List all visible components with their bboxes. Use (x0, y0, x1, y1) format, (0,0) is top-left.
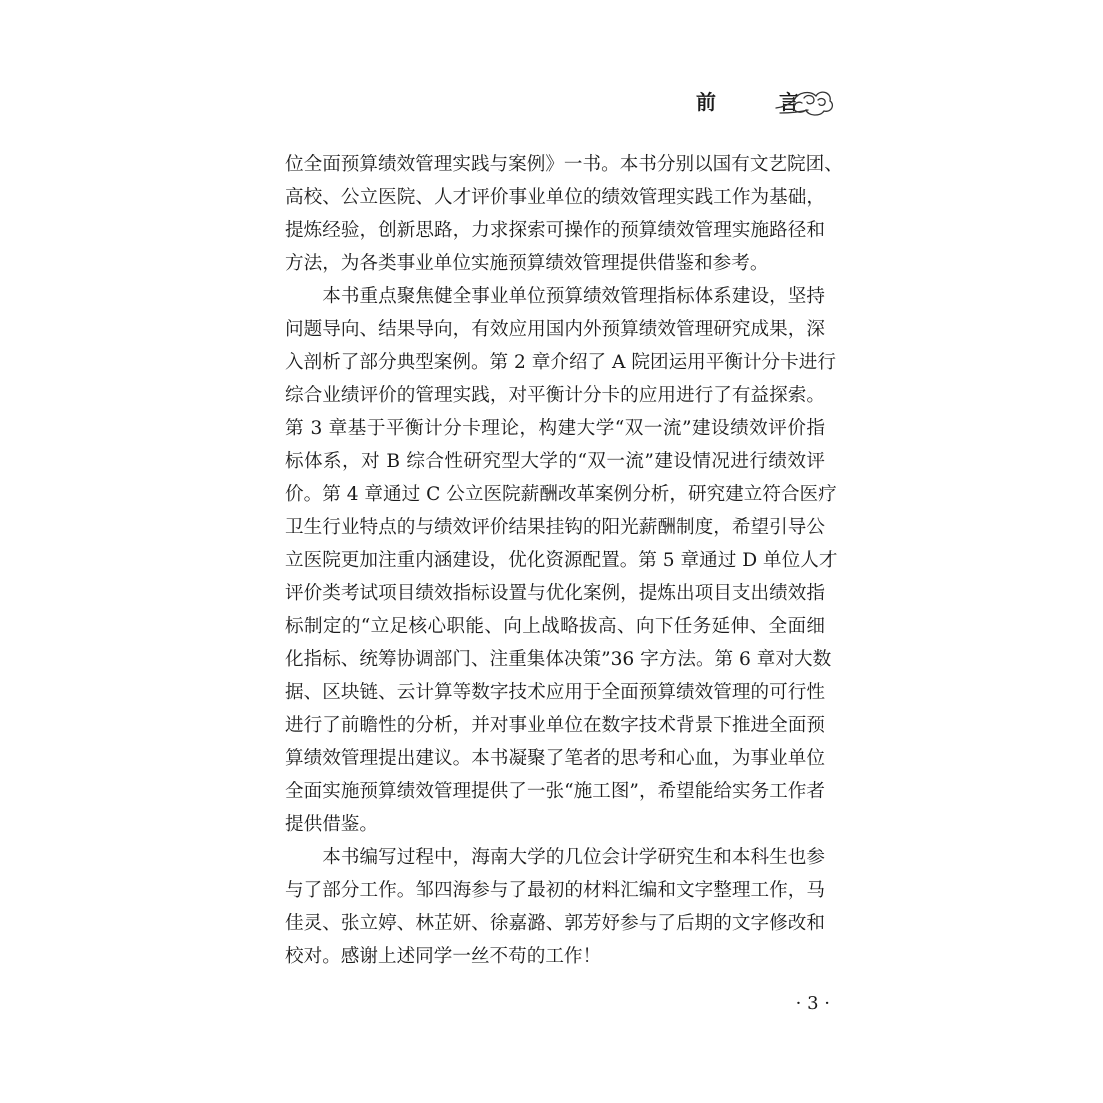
header-title: 前 言 (696, 90, 827, 114)
text-line: 本书编写过程中，海南大学的几位会计学研究生和本科生也参 (285, 847, 825, 868)
text-line: 第 3 章基于平衡计分卡理论，构建大学“双一流”建设绩效评价指 (285, 418, 825, 439)
text-line: 全面实施预算绩效管理提供了一张“施工图”，希望能给实务工作者 (285, 781, 825, 802)
text-line: 本书重点聚焦健全事业单位预算绩效管理指标体系建设，坚持 (285, 286, 825, 307)
text-line: 高校、公立医院、人才评价事业单位的绩效管理实践工作为基础， (285, 187, 825, 208)
text-line: 提供借鉴。 (285, 814, 378, 835)
text-line: 算绩效管理提出建议。本书凝聚了笔者的思考和心血，为事业单位 (285, 748, 825, 769)
text-line: 校对。感谢上述同学一丝不苟的工作！ (285, 946, 602, 967)
text-line: 化指标、统筹协调部门、注重集体决策”36 字方法。第 6 章对大数 (285, 649, 832, 670)
text-line: 立医院更加注重内涵建设，优化资源配置。第 5 章通过 D 单位人才 (285, 550, 838, 571)
preface-body (285, 148, 843, 973)
text-line: 标制定的“立足核心职能、向上战略拔高、向下任务延伸、全面细 (285, 616, 825, 637)
text-line: 价。第 4 章通过 C 公立医院薪酬改革案例分析，研究建立符合医疗 (285, 484, 837, 505)
text-line: 佳灵、张立婷、林芷妍、徐嘉潞、郭芳妤参与了后期的文字修改和 (285, 913, 825, 934)
cloud-icon (774, 86, 836, 120)
text-line: 据、区块链、云计算等数字技术应用于全面预算绩效管理的可行性 (285, 682, 825, 703)
text-line: 提炼经验，创新思路，力求探索可操作的预算绩效管理实施路径和 (285, 220, 825, 241)
text-line: 与了部分工作。邹四海参与了最初的材料汇编和文字整理工作，马 (285, 880, 825, 901)
text-line: 综合业绩评价的管理实践，对平衡计分卡的应用进行了有益探索。 (285, 385, 825, 406)
running-header (696, 86, 836, 126)
text-line: 入剖析了部分典型案例。第 2 章介绍了 A 院团运用平衡计分卡进行 (285, 352, 836, 373)
text-line: 方法，为各类事业单位实施预算绩效管理提供借鉴和参考。 (285, 253, 769, 274)
text-line: 卫生行业特点的与绩效评价结果挂钩的阳光薪酬制度，希望引导公 (285, 517, 825, 538)
text-line: 进行了前瞻性的分析，并对事业单位在数字技术背景下推进全面预 (285, 715, 825, 736)
text-line: 位全面预算绩效管理实践与案例》一书。本书分别以国有文艺院团、 (285, 154, 843, 175)
text-line: 问题导向、结果导向，有效应用国内外预算绩效管理研究成果，深 (285, 319, 825, 340)
text-line: 评价类考试项目绩效指标设置与优化案例，提炼出项目支出绩效指 (285, 583, 825, 604)
text-line: 标体系，对 B 综合性研究型大学的“双一流”建设情况进行绩效评 (285, 451, 825, 472)
page-number: · 3 · (795, 993, 830, 1014)
